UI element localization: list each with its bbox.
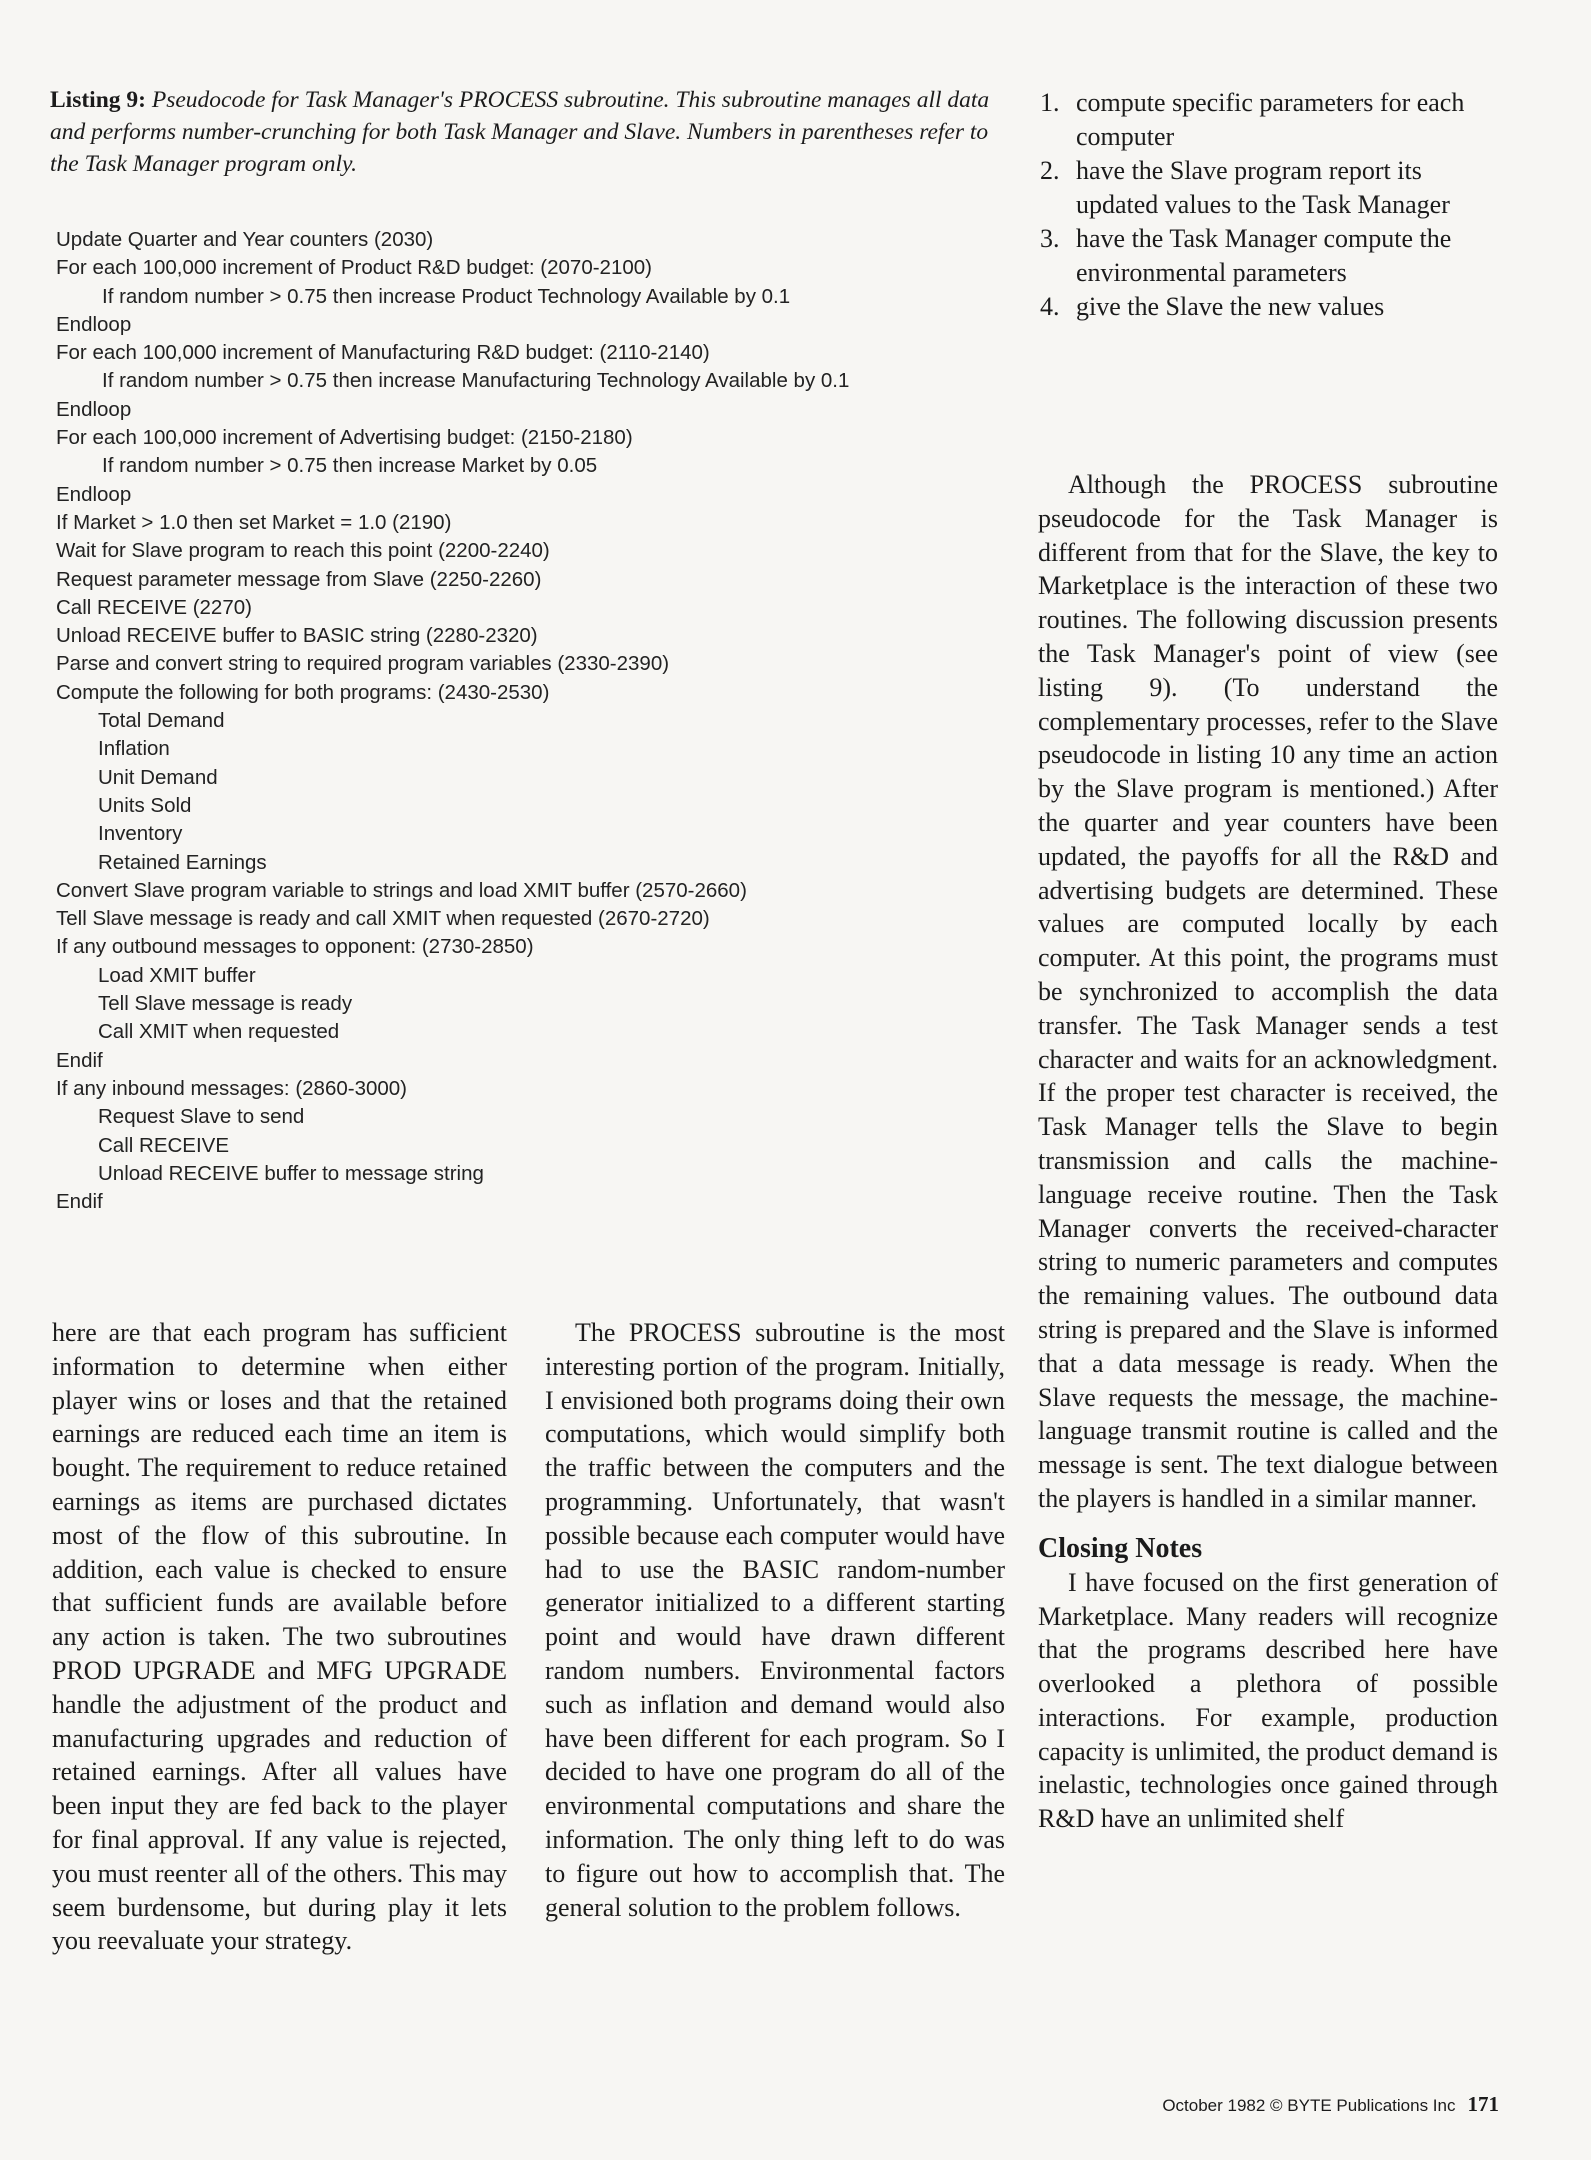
listing-line: Retained Earnings — [98, 850, 267, 874]
list-item-text: have the Task Manager compute the environmental parameters — [1076, 224, 1452, 287]
listing-line: Endloop — [56, 397, 132, 421]
body-column-2 — [545, 1316, 1005, 1924]
list-item-number: 1. — [1040, 88, 1060, 117]
list-item — [1040, 86, 1500, 154]
listing-label: Listing 9: — [50, 87, 146, 113]
listing-line: If random number > 0.75 then increase Manufacturing Technology Available by 0.1 — [102, 369, 850, 393]
body-column-1 — [52, 1316, 507, 1958]
list-item-number: 4. — [1040, 292, 1060, 321]
list-item-text: compute specific parameters for each computer — [1076, 88, 1465, 151]
footer-credit: October 1982 © BYTE Publications Inc — [1162, 2096, 1456, 2115]
listing-line: For each 100,000 increment of Manufacturing R&D budget: (2110-2140) — [56, 341, 710, 365]
listing-line: Total Demand — [98, 709, 225, 733]
listing-line: Call XMIT when requested — [98, 1020, 340, 1044]
listing-line: Request parameter message from Slave (2250-2260) — [56, 567, 542, 591]
listing-line: For each 100,000 increment of Advertising budget: (2150-2180) — [56, 426, 633, 450]
paragraph: The PROCESS subroutine is the most interesting portion of the program. Initially, I envisioned both programs doing their own computations, which would simplify both the traffic between the computers and the programming. Unfortunately, that wasn't possible because each computer would have had to use the BASIC random-number generator initialized to a different starting point and would have drawn different random numbers. Environmental factors such as inflation and demand would also have been different for each program. So I decided to have one program do all of the environmental computations and share the information. The only thing left to do was to figure out how to accomplish that. The general solution to the problem follows. — [545, 1318, 1005, 1922]
listing-line: If random number > 0.75 then increase Market by 0.05 — [102, 454, 598, 478]
pseudocode-listing — [56, 226, 1016, 1216]
paragraph: I have focused on the first generation of Marketplace. Many readers will recognize that the programs described here have overlooked a plethora of possible interactions. For example, production capacity is unlimited, the product demand is inelastic, technologies once gained through R&D have an unlimited shelf — [1038, 1567, 1498, 1834]
listing-line: Endloop — [56, 312, 132, 336]
listing-line: Inflation — [98, 737, 170, 761]
listing-line: If Market > 1.0 then set Market = 1.0 (2190) — [56, 510, 452, 534]
listing-line: Unload RECEIVE buffer to message string — [98, 1161, 484, 1185]
listing-line: Update Quarter and Year counters (2030) — [56, 228, 434, 251]
listing-line: Call RECEIVE — [98, 1133, 230, 1157]
paragraph: Although the PROCESS subroutine pseudocode for the Task Manager is different from that for the Slave, the key to Marketplace is the interaction of these two routines. The following discussion presents the Task Manager's point of view (see listing 9). (To understand the complementary processes, refer to the Slave pseudocode in listing 10 any time an action by the Slave program is mentioned.) After the quarter and year counters have been updated, the payoffs for all the R&D and advertising budgets are determined. These values are computed locally by each computer. At this point, the programs must be synchronized to accomplish the data transfer. The Task Manager sends a test character and waits for an acknowledgment. If the proper test character is received, the Task Manager tells the Slave to begin transmission and calls the machine-language receive routine. Then the Task Manager converts the received-character string to numeric parameters and computes the remaining values. The outbound data string is prepared and the Slave is informed that a data message is ready. When the Slave requests the message, the machine-language transmit routine is called and the message is sent. The text dialogue between the players is handled in a similar manner. — [1038, 470, 1498, 1513]
list-item — [1040, 154, 1500, 222]
listing-line: Parse and convert string to required program variables (2330-2390) — [56, 652, 670, 676]
list-item-number: 2. — [1040, 156, 1060, 185]
listing-line: Endloop — [56, 482, 132, 506]
paragraph: here are that each program has sufficient information to determine when either player wins or loses and that the retained earnings are reduced each time an item is bought. The requirement to reduce retained earnings as items are purchased dictates most of the flow of this subroutine. In addition, each value is checked to ensure that sufficient funds are available before any action is taken. The two subroutines PROD UPGRADE and MFG UPGRADE handle the adjustment of the product and manufacturing upgrades and reduction of retained earnings. After all values have been input they are fed back to the player for final approval. If any value is rejected, you must reenter all of the others. This may seem burdensome, but during play it lets you reevaluate your strategy. — [52, 1318, 507, 1956]
listing-line: Load XMIT buffer — [98, 963, 256, 987]
listing-line: Tell Slave message is ready and call XMIT when requested (2670-2720) — [56, 907, 710, 931]
listing-line: Endif — [56, 1048, 103, 1072]
listing-line: Unit Demand — [98, 765, 218, 789]
page-number: 171 — [1467, 2092, 1499, 2116]
listing-line: Unload RECEIVE buffer to BASIC string (2280-2320) — [56, 624, 538, 648]
listing-line: Request Slave to send — [98, 1105, 305, 1129]
body-column-3 — [1038, 468, 1498, 1836]
listing-line: Tell Slave message is ready — [98, 992, 353, 1016]
listing-caption-text: Pseudocode for Task Manager's PROCESS subroutine. This subroutine manages all data and performs number-crunching for both Task Manager and Slave. Numbers in parentheses refer to the Task Manager program only. — [50, 87, 990, 177]
listing-line: Call RECEIVE (2270) — [56, 595, 252, 619]
listing-line: Compute the following for both programs: (2430-2530) — [56, 680, 550, 704]
listing-caption — [50, 84, 1005, 180]
list-item-text: give the Slave the new values — [1076, 292, 1385, 321]
section-heading: Closing Notes — [1038, 1532, 1203, 1564]
numbered-list — [1040, 86, 1500, 324]
listing-line: Inventory — [98, 822, 183, 846]
list-item-number: 3. — [1040, 224, 1060, 253]
listing-line: Endif — [56, 1190, 103, 1214]
listing-line: If any outbound messages to opponent: (2730-2850) — [56, 935, 534, 959]
list-item — [1040, 290, 1500, 324]
listing-line: For each 100,000 increment of Product R&D budget: (2070-2100) — [56, 256, 652, 280]
listing-line: Convert Slave program variable to strings and load XMIT buffer (2570-2660) — [56, 878, 747, 902]
listing-line: Units Sold — [98, 793, 192, 817]
listing-line: Wait for Slave program to reach this point (2200-2240) — [56, 539, 550, 563]
listing-line: If random number > 0.75 then increase Product Technology Available by 0.1 — [102, 284, 791, 308]
listing-line: If any inbound messages: (2860-3000) — [56, 1076, 408, 1100]
list-item-text: have the Slave program report its updated values to the Task Manager — [1076, 156, 1450, 219]
list-item — [1040, 222, 1500, 290]
page-footer — [1162, 2092, 1499, 2117]
